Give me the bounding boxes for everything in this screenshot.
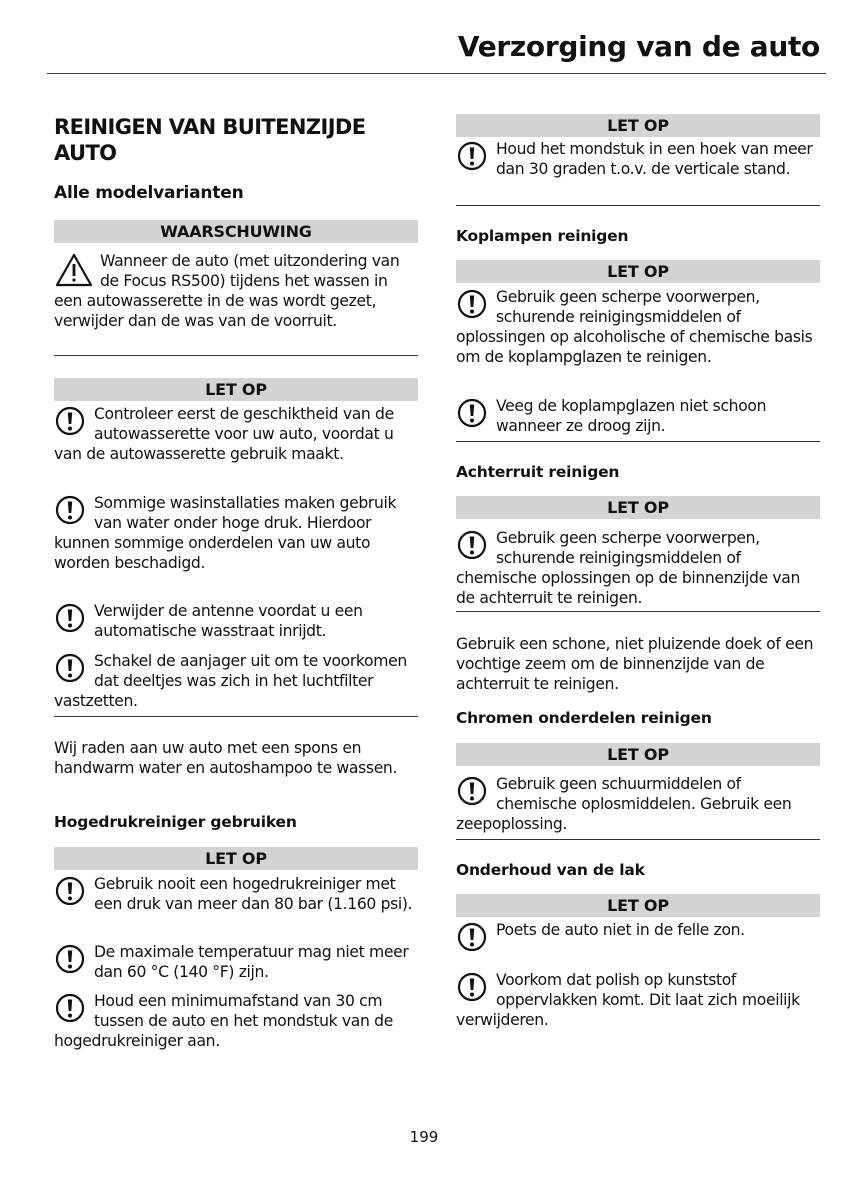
page-number: 199 [409, 1128, 439, 1146]
exclamation-circle-icon [456, 970, 488, 1010]
exclamation-circle-icon [54, 404, 86, 444]
exclamation-circle-icon [456, 396, 488, 436]
exclamation-circle-icon [456, 528, 488, 568]
caution-note [54, 404, 418, 464]
caution-text: Gebruik geen scherpe voorwerpen, schurende reinigingsmiddelen of oplossingen op alcoholische of chemische basis om de koplampglazen te reinigen. [456, 288, 813, 366]
exclamation-circle-icon [54, 493, 86, 533]
caution-note [54, 874, 418, 914]
subheading-alle-modelvarianten: Alle modelvarianten [54, 183, 244, 203]
subheading-lak: Onderhoud van de lak [456, 861, 645, 879]
caution-bar: LET OP [456, 743, 820, 766]
caution-note [456, 528, 820, 608]
caution-text: Verwijder de antenne voordat u een automatische wasstraat inrijdt. [94, 602, 363, 640]
divider [456, 441, 820, 442]
warning-triangle-icon [54, 251, 94, 289]
caution-text: Schakel de aanjager uit om te voorkomen dat deeltjes was zich in het luchtfilter vastzetten. [54, 652, 407, 710]
exclamation-circle-icon [456, 920, 488, 960]
caution-note [456, 396, 820, 436]
caution-text: Veeg de koplampglazen niet schoon wanneer ze droog zijn. [496, 397, 767, 435]
caution-bar: LET OP [456, 496, 820, 519]
subheading-hogedrukreiniger: Hogedrukreiniger gebruiken [54, 813, 297, 831]
caution-note [54, 942, 418, 982]
body-paragraph: Wij raden aan uw auto met een spons en handwarm water en autoshampoo te wassen. [54, 739, 398, 777]
caution-text: Gebruik nooit een hogedrukreiniger met een druk van meer dan 80 bar (1.160 psi). [94, 875, 413, 913]
warning-bar: WAARSCHUWING [54, 220, 418, 243]
caution-note [456, 774, 820, 834]
exclamation-circle-icon [54, 874, 86, 914]
exclamation-circle-icon [54, 601, 86, 641]
exclamation-circle-icon [456, 774, 488, 814]
exclamation-circle-icon [456, 287, 488, 327]
section-title: REINIGEN VAN BUITENZIJDE AUTO [54, 115, 366, 165]
caution-bar: LET OP [456, 114, 820, 137]
header-divider [47, 73, 826, 74]
caution-text: Gebruik geen schuurmiddelen of chemische oplosmiddelen. Gebruik een zeepoplossing. [456, 775, 792, 833]
divider [54, 355, 418, 356]
body-paragraph: Gebruik een schone, niet pluizende doek of een vochtige zeem om de binnenzijde van de achterruit te reinigen. [456, 635, 814, 693]
subheading-achterruit: Achterruit reinigen [456, 463, 620, 481]
caution-note [54, 601, 418, 641]
subheading-chromen: Chromen onderdelen reinigen [456, 709, 712, 727]
divider [456, 839, 820, 840]
exclamation-circle-icon [54, 942, 86, 982]
subheading-koplampen: Koplampen reinigen [456, 227, 629, 245]
caution-text: Houd het mondstuk in een hoek van meer dan 30 graden t.o.v. de verticale stand. [496, 140, 813, 178]
page-header-title: Verzorging van de auto [457, 30, 820, 63]
exclamation-circle-icon [456, 139, 488, 179]
warning-text: Wanneer de auto (met uitzondering van de Focus RS500) tijdens het wassen in een autowasserette in de was wordt gezet, verwijder dan de was van de voorruit. [54, 252, 400, 330]
caution-text: Sommige wasinstallaties maken gebruik van water onder hoge druk. Hierdoor kunnen sommige onderdelen van uw auto worden beschadigd. [54, 494, 397, 572]
caution-note [456, 970, 820, 1030]
caution-text: Houd een minimumafstand van 30 cm tussen de auto en het mondstuk van de hogedrukreiniger aan. [54, 992, 393, 1050]
exclamation-circle-icon [54, 651, 86, 691]
caution-text: Poets de auto niet in de felle zon. [496, 921, 745, 939]
caution-bar: LET OP [54, 847, 418, 870]
caution-bar: LET OP [54, 378, 418, 401]
divider [456, 205, 820, 206]
caution-note [54, 991, 418, 1051]
divider [54, 716, 418, 717]
caution-text: Gebruik geen scherpe voorwerpen, schurende reinigingsmiddelen of chemische oplossingen op de binnenzijde van de achterruit te reinigen. [456, 529, 801, 607]
caution-note [54, 493, 418, 573]
caution-note [456, 920, 820, 960]
exclamation-circle-icon [54, 991, 86, 1031]
warning-note [54, 251, 418, 331]
caution-note [54, 651, 418, 711]
divider [456, 611, 820, 612]
caution-note [456, 139, 820, 179]
caution-text: De maximale temperatuur mag niet meer dan 60 °C (140 °F) zijn. [94, 943, 409, 981]
caution-bar: LET OP [456, 260, 820, 283]
caution-note [456, 287, 820, 367]
caution-bar: LET OP [456, 894, 820, 917]
caution-text: Controleer eerst de geschiktheid van de autowasserette voor uw auto, voordat u van de autowasserette gebruik maakt. [54, 405, 394, 463]
caution-text: Voorkom dat polish op kunststof oppervlakken komt. Dit laat zich moeilijk verwijderen. [456, 971, 800, 1029]
